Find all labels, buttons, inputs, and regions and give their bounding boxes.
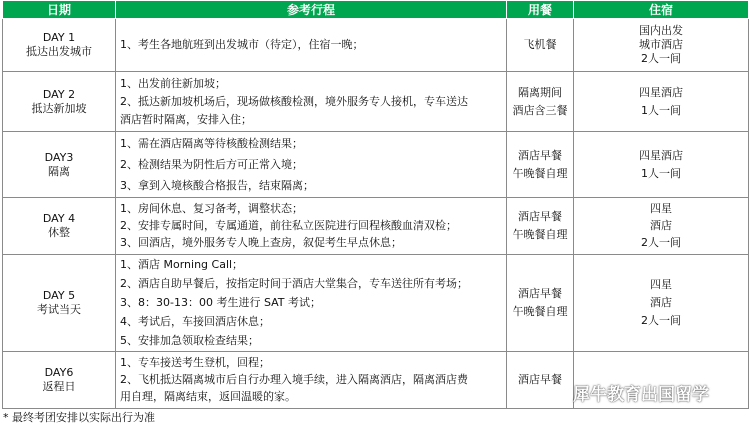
itinerary-item: 2、飞机抵达隔离城市后自行办理入境手续，进入隔离酒店，隔离酒店费 [120, 373, 468, 386]
meal-text: 午晚餐自理 [512, 166, 568, 180]
itinerary-item: 1、需在酒店隔离等待核酸检测结果； [120, 136, 303, 150]
meals-cell [507, 72, 574, 132]
meals-cell [507, 255, 574, 352]
watermark-text: 犀牛教育出国留学 [573, 385, 709, 405]
day-title: 抵达出发城市 [26, 45, 92, 58]
itinerary-item: 1、出发前往新加坡； [120, 76, 226, 90]
itinerary-item: 2、安排专属时间，专属通道，前往私立医院进行回程核酸血清双检； [120, 219, 457, 232]
lodging-cell [574, 72, 749, 132]
itinerary-table [2, 0, 749, 409]
meal-text: 酒店早餐 [518, 210, 562, 223]
lodging-text: 1人一间 [641, 166, 681, 180]
itinerary-cell [116, 352, 507, 409]
meal-text: 午晚餐自理 [512, 228, 568, 241]
itinerary-item: 用自理，隔离结束，返回温暖的家。 [120, 390, 296, 403]
meals-cell [507, 132, 574, 198]
itinerary-cell [116, 198, 507, 255]
lodging-text: 酒店 [650, 219, 672, 232]
meal-text: 酒店早餐 [518, 148, 562, 162]
itinerary-item: 3、拿到入境核酸合格报告，结束隔离； [120, 178, 314, 192]
day-title: 隔离 [48, 164, 70, 178]
itinerary-item: 1、专车接送考生登机，回程； [120, 356, 270, 369]
meal-text: 酒店早餐 [518, 287, 562, 300]
lodging-cell [574, 19, 749, 72]
wechat-icon [545, 384, 569, 402]
day-label: DAY3 [44, 150, 74, 164]
lodging-text: 2人一间 [641, 236, 681, 249]
lodging-cell [574, 255, 749, 352]
day-cell [3, 198, 116, 255]
lodging-text: 四星 [650, 202, 672, 215]
day-cell [3, 19, 116, 72]
meal-text: 隔离期间 [518, 85, 562, 99]
itinerary-cell [116, 132, 507, 198]
day-label: DAY 5 [42, 289, 76, 302]
itinerary-cell [116, 19, 507, 72]
itinerary-item: 2、酒店自助早餐后，按指定时间于酒店大堂集合，专车送往所有考场； [120, 277, 468, 290]
lodging-text: 酒店 [650, 296, 672, 309]
itinerary-item: 1、考生各地航班到出发城市（待定），住宿一晚； [120, 38, 364, 51]
lodging-text: 2人一间 [641, 52, 681, 65]
header-date: 日期 [3, 1, 116, 19]
lodging-cell [574, 198, 749, 255]
itinerary-item: 酒店暂时隔离，安排入住； [120, 112, 252, 126]
meal-text: 酒店含三餐 [512, 103, 568, 117]
day-cell [3, 132, 116, 198]
lodging-cell [574, 132, 749, 198]
lodging-text: 四星酒店 [639, 148, 683, 162]
header-lodging: 住宿 [574, 1, 749, 19]
header-itinerary: 参考行程 [116, 1, 507, 19]
day-label: DAY 2 [42, 87, 76, 101]
itinerary-item: 2、抵达新加坡机场后，现场做核酸检测，境外服务专人接机，专车送达 [120, 94, 468, 108]
table-row [3, 255, 749, 352]
day-cell [3, 255, 116, 352]
itinerary-cell [116, 72, 507, 132]
table-row [3, 19, 749, 72]
itinerary-cell [116, 255, 507, 352]
lodging-text: 国内出发 [639, 24, 683, 37]
itinerary-item: 4、考试后，车接回酒店休息； [120, 315, 270, 328]
meal-text: 飞机餐 [523, 38, 557, 51]
itinerary-item: 1、酒店 Morning Call； [120, 258, 244, 271]
day-label: DAY6 [44, 366, 74, 379]
lodging-text: 四星酒店 [639, 85, 683, 99]
day-title: 抵达新加坡 [31, 101, 87, 115]
day-label: DAY 1 [42, 31, 76, 44]
header-meals: 用餐 [507, 1, 574, 19]
day-title: 休整 [48, 226, 70, 239]
lodging-text: 四星 [650, 278, 672, 291]
table-header-row [3, 1, 749, 19]
table-row [3, 198, 749, 255]
meal-text: 酒店早餐 [518, 373, 562, 386]
table-row [3, 132, 749, 198]
meals-cell [507, 19, 574, 72]
day-cell [3, 352, 116, 409]
watermark [545, 380, 709, 405]
table-row [3, 72, 749, 132]
footnote: * 最终考团安排以实际出行为准 [3, 411, 155, 424]
itinerary-item: 3、8：30-13：00 考生进行 SAT 考试； [120, 296, 322, 309]
meal-text: 午晚餐自理 [512, 305, 568, 318]
itinerary-item: 3、回酒店，境外服务专人晚上查房，叙促考生早点休息； [120, 236, 402, 249]
meals-cell [507, 198, 574, 255]
day-cell [3, 72, 116, 132]
day-title: 考试当天 [37, 303, 81, 316]
lodging-text: 2人一间 [641, 314, 681, 327]
itinerary-item: 1、房间休息、复习备考，调整状态； [120, 202, 303, 215]
day-title: 返程日 [42, 380, 76, 393]
itinerary-item: 5、安排加急领取检查结果； [120, 334, 259, 347]
day-label: DAY 4 [42, 212, 76, 225]
lodging-text: 1人一间 [641, 103, 681, 117]
lodging-text: 城市酒店 [639, 38, 683, 51]
itinerary-item: 2、检测结果为阴性后方可正常入境； [120, 157, 303, 171]
